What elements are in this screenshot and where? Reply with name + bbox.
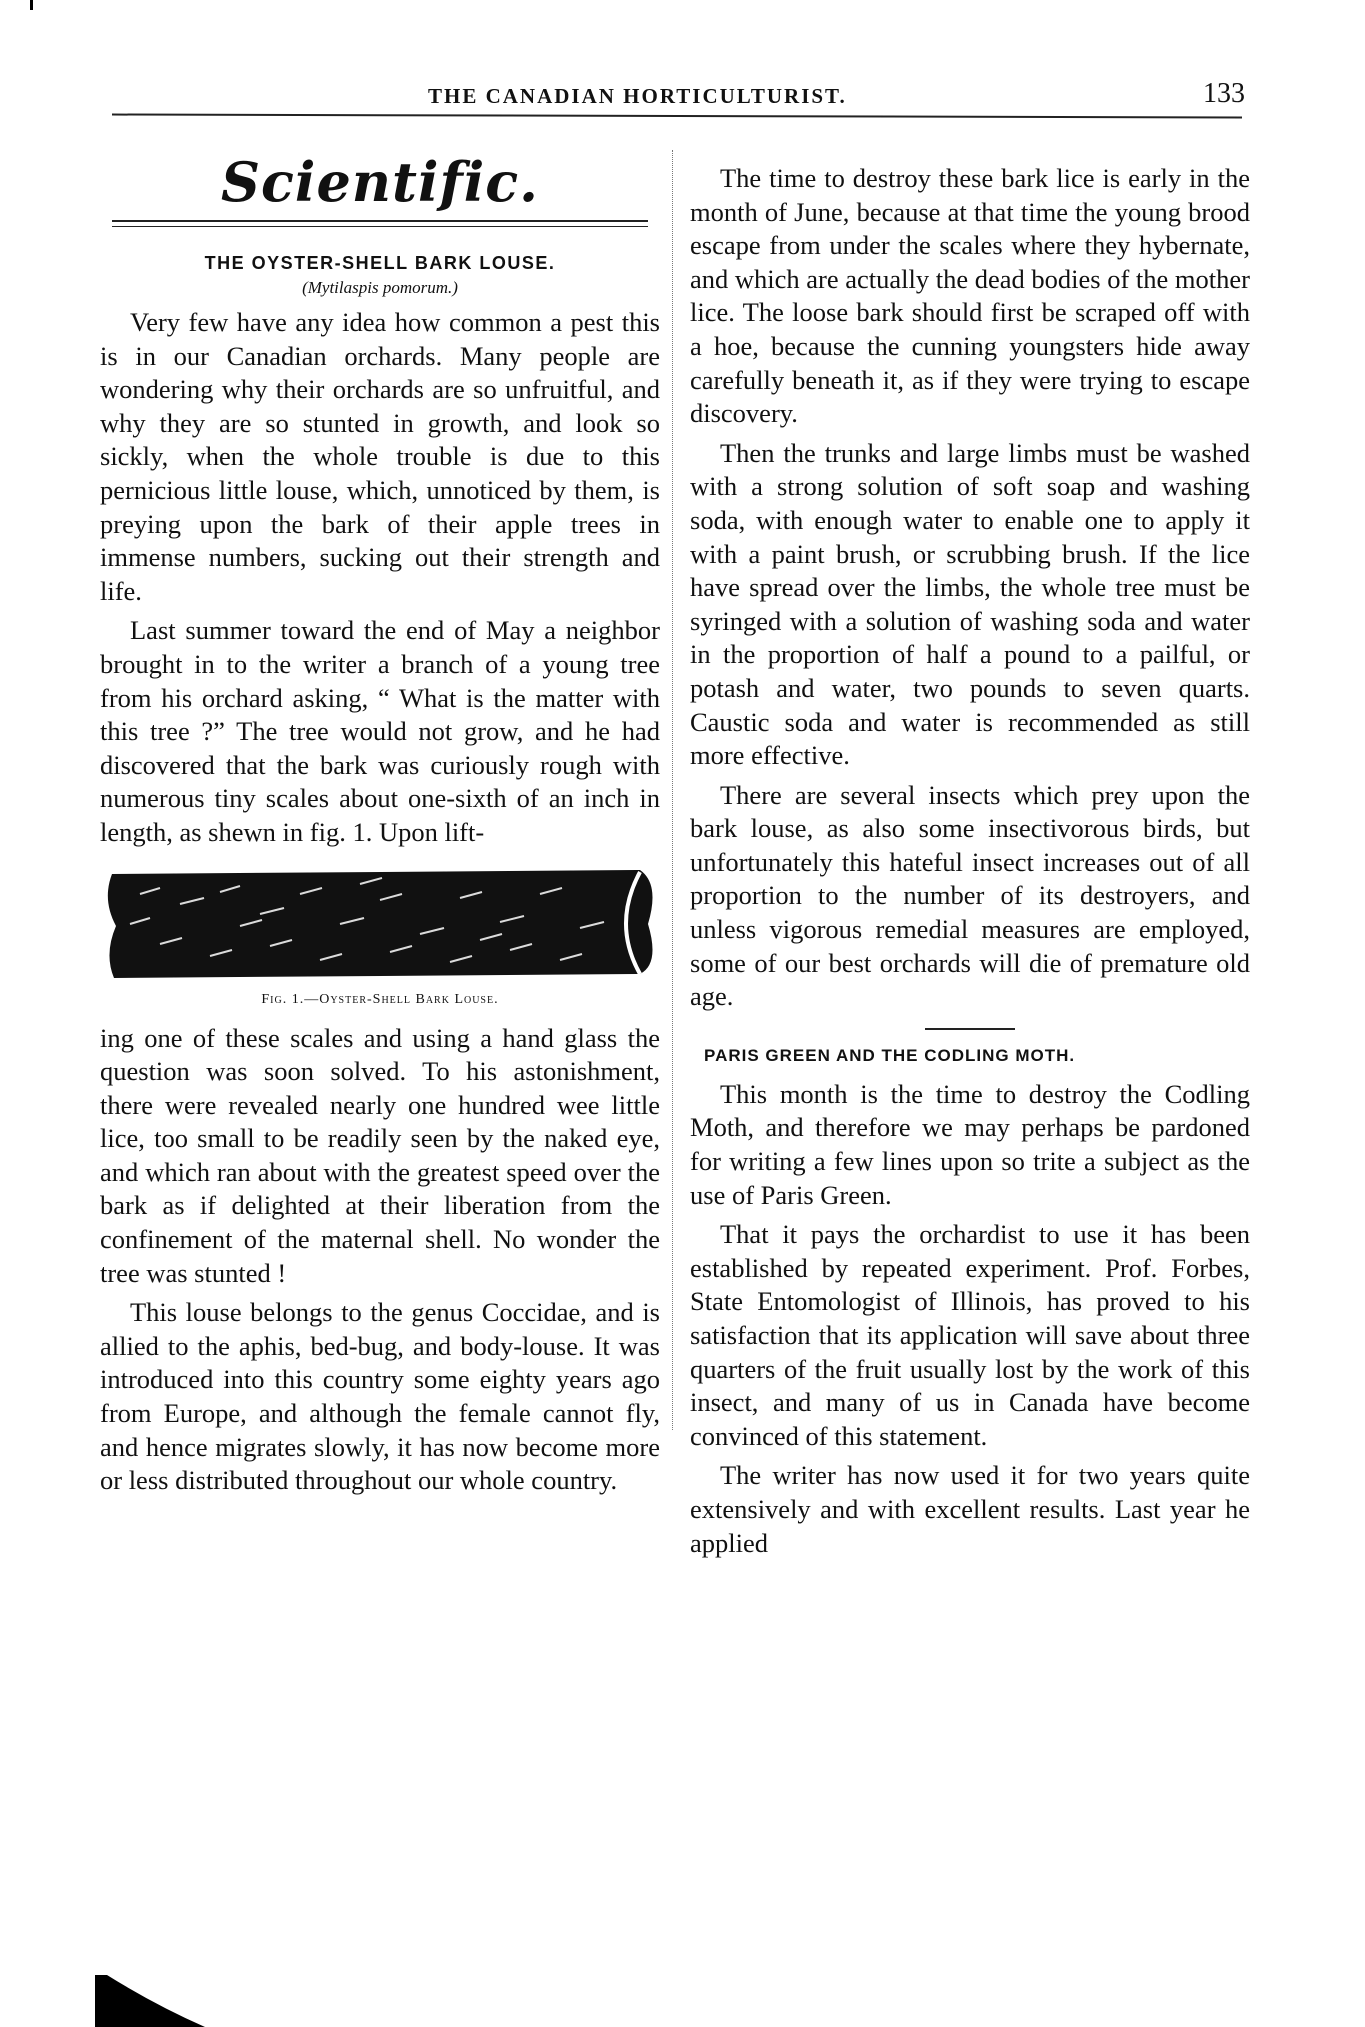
article-title: THE OYSTER-SHELL BARK LOUSE. (204, 253, 556, 273)
running-title: THE CANADIAN HORTICULTURIST. (428, 84, 847, 108)
article-title: PARIS GREEN AND THE CODLING MOTH. (704, 1045, 1076, 1065)
paragraph: The time to destroy these bark lice is early in the month of June, because at that time the young brood escape from under the scales where they hybernate, and which are actually the dead bodies of the mother lice. The loose bark should first be scraped off with a hoe, because the cunning youngsters hide away carefully beneath it, as if they were trying to escape discovery. (690, 163, 1250, 429)
paragraph: The writer has now used it for two years quite extensively and with excellent results. Last year he applied (690, 1460, 1250, 1558)
paragraph: Very few have any idea how common a pest this is in our Canadian orchards. Many people are wondering why their orchards are so unfruitful, and why they are so stunted in growth, and look so sickly, when the whole trouble is due to this pernicious little louse, which, unnoticed by them, is preying upon the bark of their apple trees in immense numbers, sucking out their strength and life. (100, 307, 660, 606)
article-separator (925, 1028, 1015, 1030)
paragraph: ing one of these scales and using a hand glass the question was soon solved. To his astonishment, there were revealed nearly one hundred wee little lice, too small to be readily seen by the naked eye, and which ran about with the greatest speed over the bark as if delighted at their liberation from the confinement of the maternal shell. No wonder the tree was stunted ! (100, 1022, 660, 1288)
paragraph: This louse belongs to the genus Coccidae, and is allied to the aphis, bed-bug, and body-louse. It was introduced into this country some eighty years ago from Europe, and although the female cannot fly, and hence migrates slowly, it has now become more or less distributed throughout our whole country. (100, 1297, 660, 1496)
scan-edge-shadow (95, 1975, 205, 2027)
right-column (690, 162, 1250, 1566)
figure-bark-branch (100, 864, 660, 1008)
paragraph: Last summer toward the end of May a neighbor brought in to the writer a branch of a young tree from his orchard asking, “ What is the matter with this tree ?” The tree would not grow, and he had discovered that the bark was curiously rough with numerous tiny scales about one-sixth of an inch in length, as shewn in fig. 1. Upon lift- (100, 615, 660, 847)
section-rule (112, 220, 648, 227)
paragraph: Then the trunks and large limbs must be washed with a strong solution of soft soap and washing soda, with enough water to enable one to apply it with a paint brush, or scrubbing brush. If the lice have spread over the limbs, the whole tree must be syringed with a solution of washing soda and water in the proportion of half a pound to a pailful, or potash and water, two pounds to seven quarts. Caustic soda and water is recommended as still more effective. (690, 437, 1250, 771)
figure-caption: Fig. 1.—Oyster-Shell Bark Louse. (261, 991, 499, 1007)
bark-branch-illustration (100, 864, 660, 984)
page-header (110, 74, 1245, 114)
section-title: Scientific. (221, 150, 539, 214)
left-column (100, 150, 660, 1504)
paragraph: This month is the time to destroy the Codling Moth, and therefore we may perhaps be pardoned for writing a few lines upon so trite a subject as the use of Paris Green. (690, 1078, 1250, 1210)
column-divider (672, 150, 673, 1430)
page-number: 133 (1203, 78, 1245, 109)
scan-mark (30, 0, 33, 10)
paragraph: That it pays the orchardist to use it has been established by repeated experiment. Prof. Forbes, State Entomologist of Illinois, has proved to his satisfaction that its application will save about three quarters of the fruit usually lost by the work of this insect, and many of us in Canada have become convinced of this statement. (690, 1219, 1250, 1451)
header-rule (112, 114, 1242, 119)
paragraph: There are several insects which prey upon the bark louse, as also some insectivorous birds, but unfortunately this hateful insect increases out of all proportion to the number of its destroyers, and unless vigorous remedial measures are employed, some of our best orchards will die of premature old age. (690, 779, 1250, 1012)
article-subtitle: (Mytilaspis pomorum.) (302, 278, 458, 297)
